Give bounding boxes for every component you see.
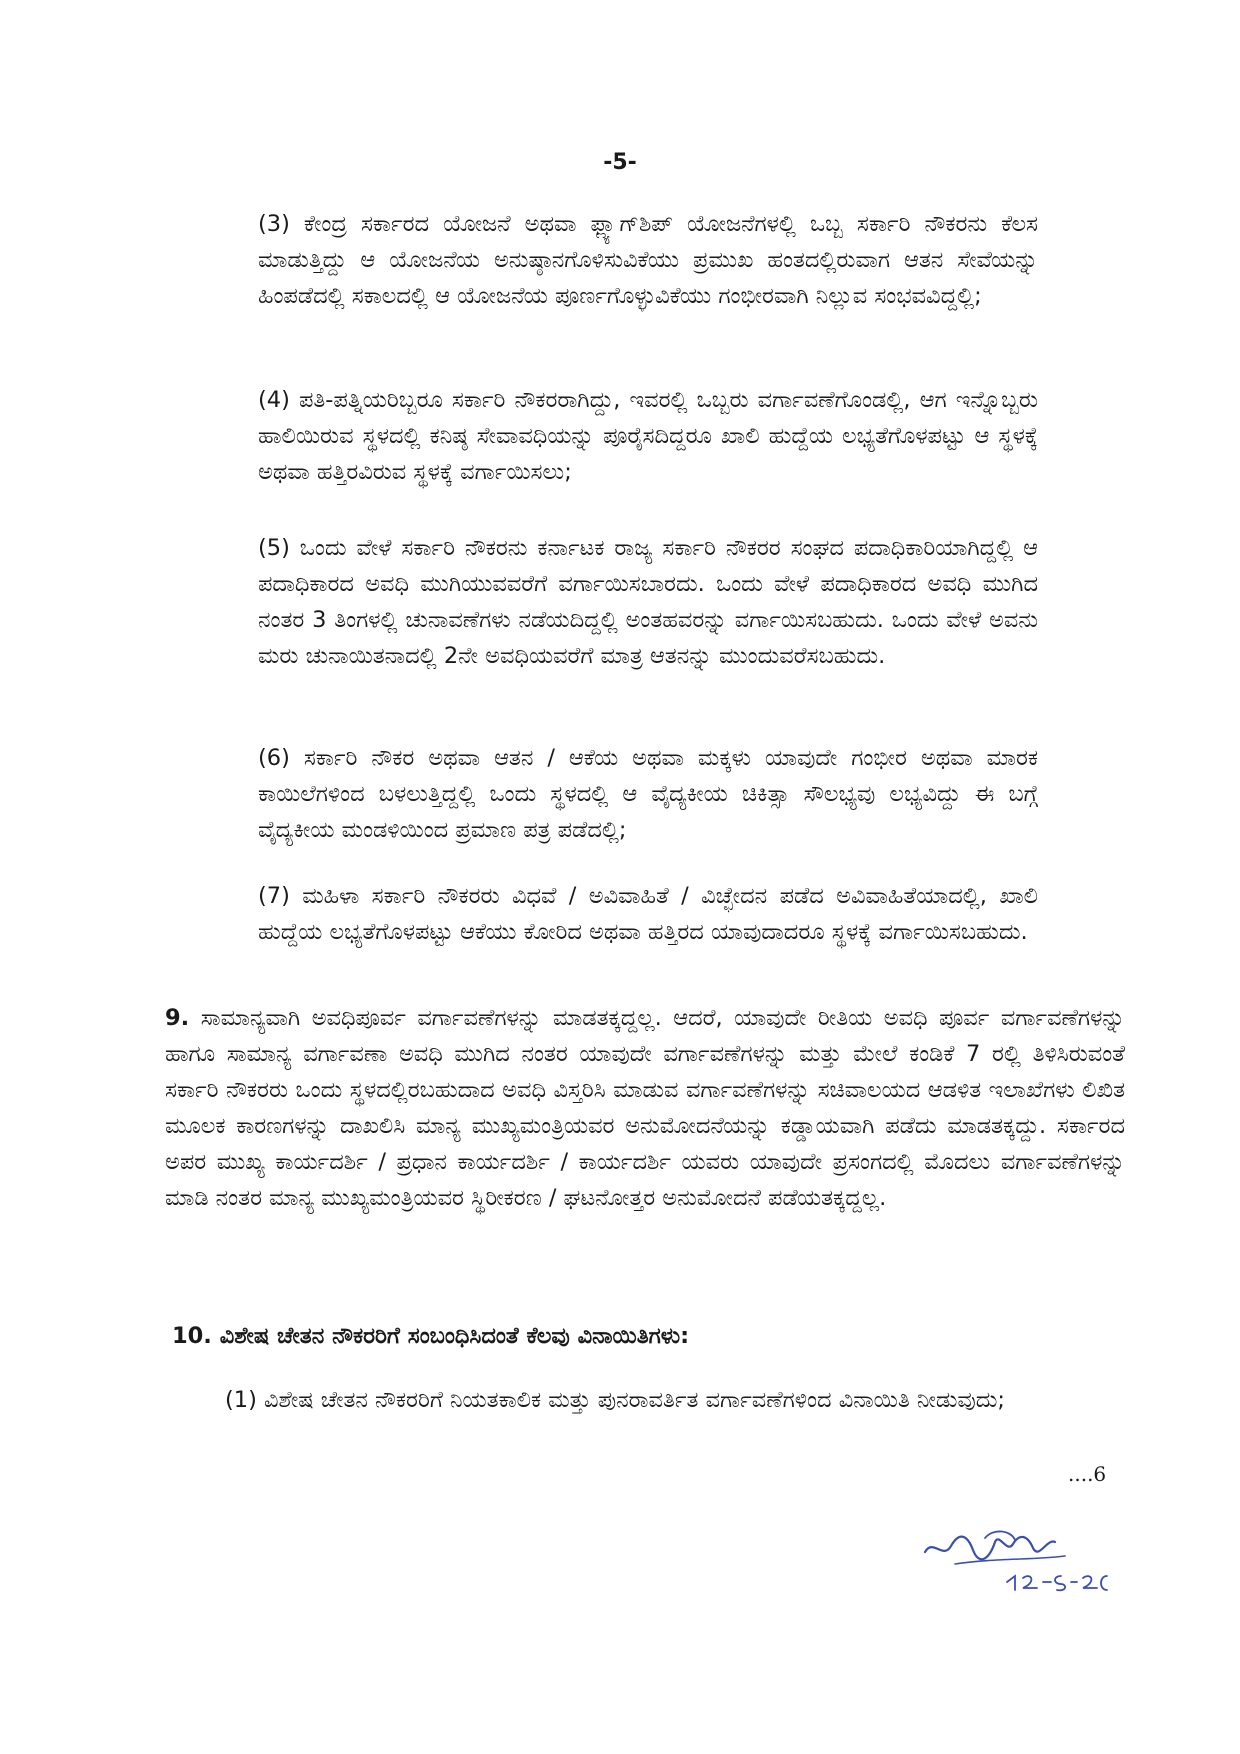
clause-3: (3) ಕೇಂದ್ರ ಸರ್ಕಾರದ ಯೋಜನೆ ಅಥವಾ ಫ್ಲ್ಯಾಗ್‌ಶಿಪ್ ಯೋಜನೆಗಳಲ್ಲಿ ಒಬ್ಬ ಸರ್ಕಾರಿ ನೌಕರನು ಕೆಲಸ ಮಾಡುತ್ತಿದ್ದು ಆ ಯೋಜನೆಯ ಅನುಷ್ಠಾನಗೊಳಿಸುವಿಕೆಯು ಪ್ರಮುಖ ಹಂತದಲ್ಲಿರುವಾಗ ಆತನ ಸೇವೆಯನ್ನು ಹಿಂಪಡೆದಲ್ಲಿ ಸಕಾಲದಲ್ಲಿ ಆ ಯೋಜನೆಯ ಪೂರ್ಣಗೊಳ್ಳುವಿಕೆಯು ಗಂಭೀರವಾಗಿ ನಿಲ್ಲುವ ಸಂಭವವಿದ್ದಲ್ಲಿ; [258, 211, 1038, 309]
continuation-marker: ....6 [1068, 1462, 1107, 1486]
page-number: -5- [603, 150, 637, 175]
section-10-heading: 10. ವಿಶೇಷ ಚೇತನ ನೌಕರರಿಗೆ ಸಂಬಂಧಿಸಿದಂತೆ ಕೆಲವು ವಿನಾಯಿತಿಗಳು: [172, 1323, 690, 1349]
clause-6: (6) ಸರ್ಕಾರಿ ನೌಕರ ಅಥವಾ ಆತನ / ಆಕೆಯ ಅಥವಾ ಮಕ್ಕಳು ಯಾವುದೇ ಗಂಭೀರ ಅಥವಾ ಮಾರಕ ಕಾಯಿಲೆಗಳಿಂದ ಬಳಲುತ್ತಿದ್ದಲ್ಲಿ ಒಂದು ಸ್ಥಳದಲ್ಲಿ ಆ ವೈದ್ಯಕೀಯ ಚಿಕಿತ್ಸಾ ಸೌಲಭ್ಯವು ಲಭ್ಯವಿದ್ದು ಈ ಬಗ್ಗೆ ವೈದ್ಯಕೀಯ ಮಂಡಳಿಯಿಂದ ಪ್ರಮಾಣ ಪತ್ರ ಪಡೆದಲ್ಲಿ; [258, 745, 1038, 843]
section-9 [165, 1000, 1125, 1216]
clause-5: (5) ಒಂದು ವೇಳೆ ಸರ್ಕಾರಿ ನೌಕರನು ಕರ್ನಾಟಕ ರಾಜ್ಯ ಸರ್ಕಾರಿ ನೌಕರರ ಸಂಘದ ಪದಾಧಿಕಾರಿಯಾಗಿದ್ದಲ್ಲಿ ಆ ಪದಾಧಿಕಾರದ ಅವಧಿ ಮುಗಿಯುವವರೆಗೆ ವರ್ಗಾಯಿಸಬಾರದು. ಒಂದು ವೇಳೆ ಪದಾಧಿಕಾರದ ಅವಧಿ ಮುಗಿದ ನಂತರ 3 ತಿಂಗಳಲ್ಲಿ ಚುನಾವಣೆಗಳು ನಡೆಯದಿದ್ದಲ್ಲಿ ಅಂತಹವರನ್ನು ವರ್ಗಾಯಿಸಬಹುದು. ಒಂದು ವೇಳೆ ಅವನು ಮರು ಚುನಾಯಿತನಾದಲ್ಲಿ 2ನೇ ಅವಧಿಯವರೆಗೆ ಮಾತ್ರ ಆತನನ್ನು ಮುಂದುವರೆಸಬಹುದು. [258, 535, 1038, 669]
handwritten-signature [915, 1520, 1115, 1600]
clause-4: (4) ಪತಿ-ಪತ್ನಿಯರಿಬ್ಬರೂ ಸರ್ಕಾರಿ ನೌಕರರಾಗಿದ್ದು, ಇವರಲ್ಲಿ ಒಬ್ಬರು ವರ್ಗಾವಣೆಗೊಂಡಲ್ಲಿ, ಆಗ ಇನ್ನೊಬ್ಬರು ಹಾಲಿಯಿರುವ ಸ್ಥಳದಲ್ಲಿ ಕನಿಷ್ಠ ಸೇವಾವಧಿಯನ್ನು ಪೂರೈಸದಿದ್ದರೂ ಖಾಲಿ ಹುದ್ದೆಯ ಲಭ್ಯತೆಗೊಳಪಟ್ಟು ಆ ಸ್ಥಳಕ್ಕೆ ಅಥವಾ ಹತ್ತಿರವಿರುವ ಸ್ಥಳಕ್ಕೆ ವರ್ಗಾಯಿಸಲು; [258, 387, 1038, 485]
section-9-number: 9. [165, 1005, 190, 1031]
clause-7: (7) ಮಹಿಳಾ ಸರ್ಕಾರಿ ನೌಕರರು ವಿಧವೆ / ಅವಿವಾಹಿತೆ / ವಿಚ್ಛೇದನ ಪಡೆದ ಅವಿವಾಹಿತೆಯಾದಲ್ಲಿ, ಖಾಲಿ ಹುದ್ದೆಯ ಲಭ್ಯತೆಗೊಳಪಟ್ಟು ಆಕೆಯು ಕೋರಿದ ಅಥವಾ ಹತ್ತಿರದ ಯಾವುದಾದರೂ ಸ್ಥಳಕ್ಕೆ ವರ್ಗಾಯಿಸಬಹುದು. [258, 883, 1038, 945]
section-10-item-1: (1) ವಿಶೇಷ ಚೇತನ ನೌಕರರಿಗೆ ನಿಯತಕಾಲಿಕ ಮತ್ತು ಪುನರಾವರ್ತಿತ ವರ್ಗಾವಣೆಗಳಿಂದ ವಿನಾಯಿತಿ ನೀಡುವುದು; [225, 1387, 1005, 1413]
section-9-text: ಸಾಮಾನ್ಯವಾಗಿ ಅವಧಿಪೂರ್ವ ವರ್ಗಾವಣೆಗಳನ್ನು ಮಾಡತಕ್ಕದ್ದಲ್ಲ. ಆದರೆ, ಯಾವುದೇ ರೀತಿಯ ಅವಧಿ ಪೂರ್ವ ವರ್ಗಾವಣೆಗಳನ್ನು ಹಾಗೂ ಸಾಮಾನ್ಯ ವರ್ಗಾವಣಾ ಅವಧಿ ಮುಗಿದ ನಂತರ ಯಾವುದೇ ವರ್ಗಾವಣೆಗಳನ್ನು ಮತ್ತು ಮೇಲೆ ಕಂಡಿಕೆ 7 ರಲ್ಲಿ ತಿಳಿಸಿರುವಂತೆ ಸರ್ಕಾರಿ ನೌಕರರು ಒಂದು ಸ್ಥಳದಲ್ಲಿರಬಹುದಾದ ಅವಧಿ ವಿಸ್ತರಿಸಿ ಮಾಡುವ ವರ್ಗಾವಣೆಗಳನ್ನು ಸಚಿವಾಲಯದ ಆಡಳಿತ ಇಲಾಖೆಗಳು ಲಿಖಿತ ಮೂಲಕ ಕಾರಣಗಳನ್ನು ದಾಖಲಿಸಿ ಮಾನ್ಯ ಮುಖ್ಯಮಂತ್ರಿಯವರ ಅನುಮೋದನೆಯನ್ನು ಕಡ್ಡಾಯವಾಗಿ ಪಡೆದು ಮಾಡತಕ್ಕದ್ದು. ಸರ್ಕಾರದ ಅಪರ ಮುಖ್ಯ ಕಾರ್ಯದರ್ಶಿ / ಪ್ರಧಾನ ಕಾರ್ಯದರ್ಶಿ / ಕಾರ್ಯದರ್ಶಿ ಯವರು ಯಾವುದೇ ಪ್ರಸಂಗದಲ್ಲಿ ಮೊದಲು ವರ್ಗಾವಣೆಗಳನ್ನು ಮಾಡಿ ನಂತರ ಮಾನ್ಯ ಮುಖ್ಯಮಂತ್ರಿಯವರ ಸ್ಥಿರೀಕರಣ / ಘಟನೋತ್ತರ ಅನುಮೋದನೆ ಪಡೆಯತಕ್ಕದ್ದಲ್ಲ. [165, 1005, 1125, 1211]
